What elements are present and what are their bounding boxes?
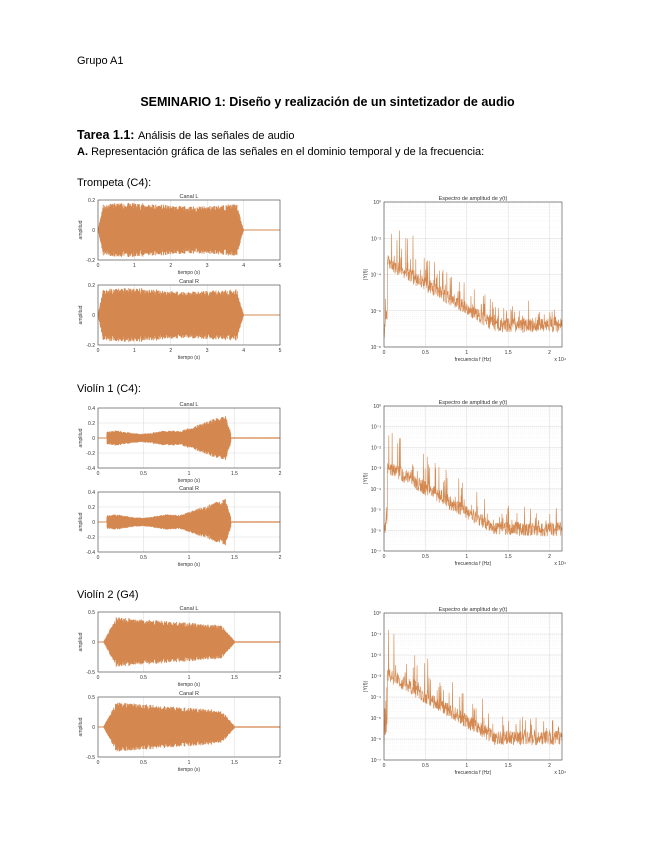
task-heading [77,128,294,142]
y-tick-label: 10⁻² [371,445,381,452]
x-tick-label: 0 [382,763,386,769]
y-tick-label: 0 [92,520,95,526]
signal-waveform [98,617,280,667]
y-tick-label: 10⁻⁴ [370,486,381,493]
x-tick-label: 1 [187,760,191,766]
x-axis-exponent: x 10⁴ [554,561,566,567]
y-tick-label: 10⁻⁶ [370,737,381,743]
y-tick-label: 0 [92,725,95,731]
y-tick-label: 0.4 [88,406,95,412]
instrument-name: Violín 2 (G4) [77,589,139,601]
y-tick-label: -0.2 [86,258,95,264]
x-axis-exponent: x 10⁴ [554,770,566,776]
x-tick-label: 2 [278,471,282,477]
x-tick-label: 3 [205,348,209,354]
x-tick-label: 0.5 [421,763,429,769]
x-axis-label: frecuencia f (Hz) [454,561,492,567]
time-plot-left [76,602,288,692]
signal-waveform [98,288,280,342]
x-tick-label: 2 [169,348,173,354]
x-tick-label: 1.5 [504,350,512,356]
x-tick-label: 2 [548,554,551,560]
y-axis-label: amplitud [78,220,84,240]
y-tick-label: -0.2 [86,451,95,457]
y-axis-label: amplitud [78,632,84,652]
y-axis-label: |Y(f)| [363,473,369,484]
instrument-name: Trompeta (C4): [77,177,152,189]
x-tick-label: 3 [205,263,209,269]
y-tick-label: -0.2 [86,535,95,541]
y-tick-label: 10⁻³ [371,674,381,680]
y-axis-label: |Y(f)| [363,681,369,692]
x-axis-label: tiempo (s) [177,478,201,484]
x-tick-label: 1.5 [231,675,238,681]
x-tick-label: 5 [278,348,282,354]
x-tick-label: 1 [187,675,191,681]
plot-title: Espectro de amplitud de y(t) [438,196,508,202]
plot-title: Canal L [179,194,199,200]
x-tick-label: 2 [278,760,282,766]
section-label: A. [77,146,88,158]
plot-title: Canal R [179,486,199,492]
document-title: SEMINARIO 1: Diseño y realización de un sintetizador de audio [140,95,515,109]
x-tick-label: 0 [382,554,386,560]
x-tick-label: 0 [96,675,100,681]
y-tick-label: 0.2 [88,505,95,511]
x-tick-label: 1.5 [231,760,238,766]
x-tick-label: 1.5 [231,471,238,477]
y-axis-label: amplitud [78,512,84,532]
y-tick-label: 10⁻¹ [371,632,381,638]
spectrum-plot [362,396,580,573]
group-label: Grupo A1 [77,55,124,67]
y-tick-label: 0 [92,228,95,234]
x-tick-label: 0 [96,263,100,269]
time-plot-left [76,190,288,280]
y-tick-label: 0.5 [88,610,95,616]
task-description: Análisis de las señales de audio [137,130,295,142]
x-tick-label: 1.5 [231,555,238,561]
x-tick-label: 0.5 [421,350,429,356]
x-tick-label: 0.5 [421,554,429,560]
y-tick-label: -0.4 [86,550,95,556]
y-axis-label: amplitud [78,717,84,737]
x-tick-label: 0.5 [140,555,147,561]
x-tick-label: 2 [169,263,173,269]
spectrum-trace [384,630,562,745]
x-tick-label: 1.5 [504,554,512,560]
x-tick-label: 1 [187,555,191,561]
x-tick-label: 0 [96,471,100,477]
x-tick-label: 0.5 [140,675,147,681]
x-tick-label: 0 [382,350,386,356]
y-tick-label: 10⁻⁶ [370,528,381,535]
task-label: Tarea 1.1: [77,128,135,142]
x-tick-label: 2 [548,350,551,356]
y-tick-label: 10⁻⁶ [370,308,381,315]
x-tick-label: 1.5 [504,763,512,769]
section-heading [77,146,484,158]
x-tick-label: 4 [242,348,245,354]
y-tick-label: 10⁻⁷ [370,549,381,555]
y-tick-label: 0 [92,640,95,646]
instrument-name: Violín 1 (C4): [77,383,141,395]
plot-title: Canal R [179,691,199,697]
y-tick-label: 0.2 [88,421,95,427]
y-tick-label: -0.5 [86,670,95,676]
x-tick-label: 1 [133,263,136,269]
time-plot-right [76,275,288,365]
y-tick-label: 10⁻⁵ [370,716,381,722]
section-description: Representación gráfica de las señales en el dominio temporal y de la frecuencia: [91,146,485,158]
x-tick-label: 2 [278,555,282,561]
x-tick-label: 1 [187,471,191,477]
spectrum-trace [384,230,562,338]
y-tick-label: 10⁻² [371,236,381,243]
y-tick-label: 10⁻⁸ [370,345,381,351]
plot-title: Canal L [179,606,199,612]
y-tick-label: 10⁻⁴ [370,272,381,279]
x-tick-label: 4 [242,263,245,269]
y-tick-label: 0.2 [88,283,95,289]
plot-title: Espectro de amplitud de y(t) [438,400,508,406]
x-tick-label: 0 [96,348,100,354]
plot-title: Espectro de amplitud de y(t) [438,607,508,613]
x-tick-label: 5 [278,263,282,269]
y-axis-label: |Y(f)| [363,269,369,280]
x-axis-label: tiempo (s) [177,562,201,568]
x-tick-label: 1 [133,348,136,354]
x-tick-label: 1 [465,763,469,769]
y-tick-label: -0.4 [86,466,95,472]
plot-title: Canal L [179,402,199,408]
x-axis-label: tiempo (s) [177,355,201,361]
x-tick-label: 0.5 [140,471,147,477]
y-tick-label: 10⁻² [371,653,381,659]
x-axis-label: frecuencia f (Hz) [454,357,492,363]
y-tick-label: 10⁻⁷ [370,758,381,764]
y-tick-label: 0 [92,313,95,319]
x-tick-label: 2 [278,675,282,681]
y-tick-label: 10⁰ [373,404,381,410]
x-tick-label: 0.5 [140,760,147,766]
y-tick-label: 10⁻⁴ [370,695,381,701]
y-tick-label: -0.5 [86,755,95,761]
signal-waveform [98,203,280,257]
y-tick-label: 0.5 [88,695,95,701]
x-tick-label: 2 [548,763,551,769]
spectrum-plot [362,603,580,782]
time-plot-right [76,482,288,572]
y-tick-label: 10⁻³ [371,466,381,473]
y-tick-label: 10⁰ [373,611,381,617]
x-tick-label: 1 [465,554,469,560]
plot-title: Canal R [179,279,199,285]
x-tick-label: 1 [465,350,469,356]
y-tick-label: -0.2 [86,343,95,349]
x-tick-label: 0 [96,760,100,766]
x-axis-label: tiempo (s) [177,270,201,276]
y-tick-label: 0.2 [88,198,95,204]
y-tick-label: 10⁰ [373,200,381,206]
y-tick-label: 10⁻⁵ [370,507,381,514]
x-tick-label: 0 [96,555,100,561]
x-axis-label: tiempo (s) [177,767,201,773]
y-axis-label: amplitud [78,428,84,448]
x-axis-label: tiempo (s) [177,682,201,688]
time-plot-right [76,687,288,777]
x-axis-label: frecuencia f (Hz) [454,770,492,776]
y-tick-label: 0 [92,436,95,442]
spectrum-plot [362,192,580,369]
y-tick-label: 10⁻¹ [371,424,381,431]
time-plot-left [76,398,288,488]
y-axis-label: amplitud [78,305,84,325]
x-axis-exponent: x 10⁴ [554,357,566,363]
y-tick-label: 0.4 [88,490,95,496]
